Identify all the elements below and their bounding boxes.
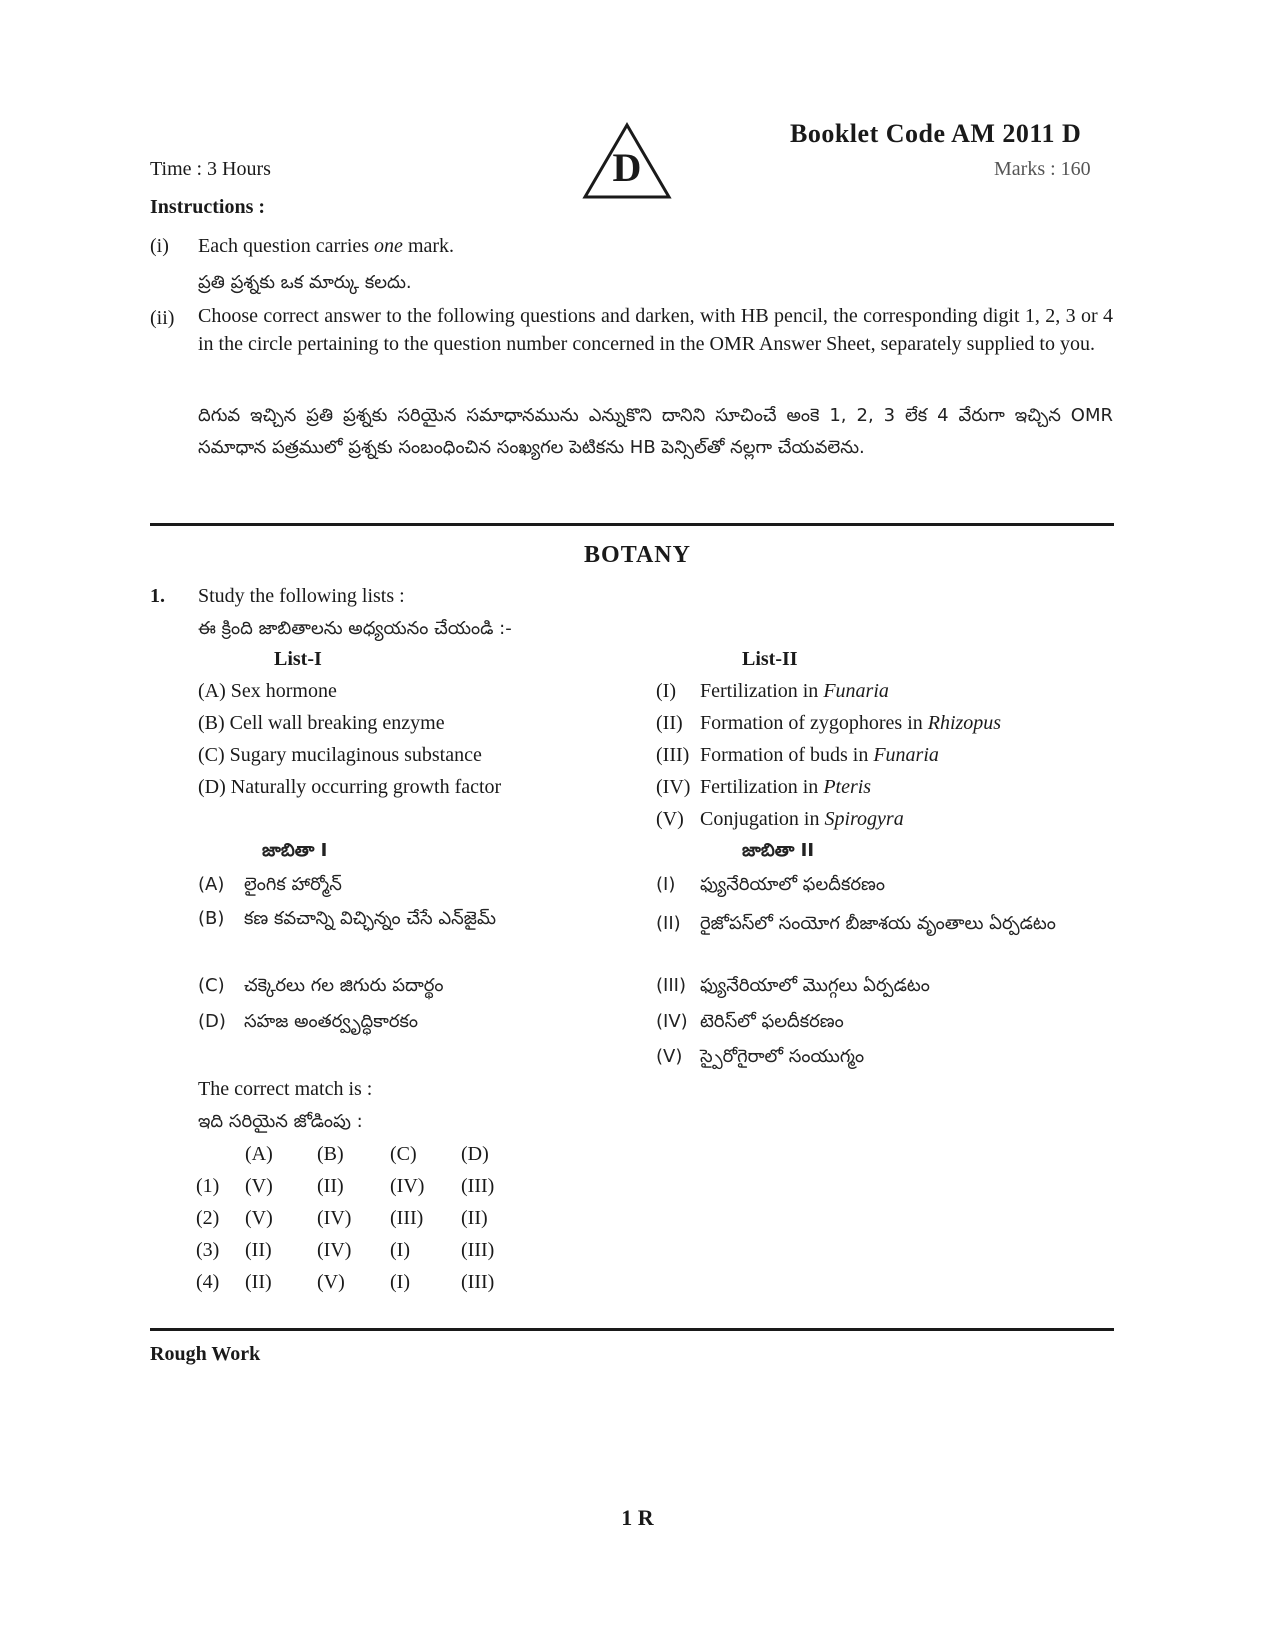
booklet-logo	[582, 122, 672, 200]
list2-text: Fertilization in	[700, 776, 824, 798]
list2-te-item	[656, 1011, 844, 1036]
instruction-1-telugu: ప్రతి ప్రశ్నకు ఒక మార్కు కలదు.	[198, 272, 412, 293]
instruction-1-text-a: Each question carries	[198, 235, 375, 257]
instruction-2-number: (ii)	[150, 307, 175, 329]
list2-te-text: ఫ్యునేరియాలో ఫలదీకరణం	[700, 874, 886, 895]
list2-emph: Pteris	[823, 776, 872, 798]
list1-title: List-I	[274, 648, 322, 670]
list2-text: Formation of zygophores in	[700, 712, 928, 734]
option-cell: (V)	[317, 1271, 345, 1293]
list2-te-text: రైజోపస్‌లో సంయోగ బీజాశయ వృంతాలు ఏర్పడటం	[700, 913, 1056, 934]
option-cell: (I)	[390, 1271, 410, 1293]
match-header-c: (C)	[390, 1143, 417, 1165]
match-header-b: (B)	[317, 1143, 344, 1165]
match-header-d: (D)	[461, 1143, 489, 1165]
list2-te-item	[656, 1046, 864, 1071]
list1-label: (C)	[198, 744, 225, 766]
list2-label: (V)	[656, 808, 684, 830]
list2-te-text: టెరిస్‌లో ఫలదీకరణం	[700, 1011, 844, 1032]
list1-te-item	[198, 975, 444, 1000]
list2-te-item	[656, 874, 885, 899]
list2-text: Fertilization in	[700, 680, 824, 702]
list1-text: Sugary mucilaginous substance	[229, 744, 482, 766]
list1-item	[198, 712, 445, 735]
option-number[interactable]: (1)	[196, 1175, 220, 1197]
logo-letter: D	[612, 145, 642, 190]
list2-text: Formation of buds in	[700, 744, 874, 766]
option-cell: (III)	[390, 1207, 424, 1229]
instruction-2-telugu: దిగువ ఇచ్చిన ప్రతి ప్రశ్నకు సరియైన సమాధానమును ఎన్నుకొని దానిని సూచించే అంకె 1, 2, 3 లేక 4 వేరుగా ఇచ్చిన OMR సమాధాన పత్రములో ప్రశ్నకు సంబంధించిన సంఖ్యగల పెటికను HB పెన్సిల్‌తో నల్లగా చేయవలెను.	[198, 405, 1113, 458]
option-number[interactable]: (2)	[196, 1207, 220, 1229]
list2-emph: Funaria	[873, 744, 939, 766]
time-label: Time : 3 Hours	[150, 158, 271, 180]
question-prompt: Study the following lists :	[198, 585, 405, 607]
list1-te-label: (B)	[198, 908, 225, 929]
list2-title: List-II	[742, 648, 798, 670]
list2-text: Conjugation in	[700, 808, 825, 830]
list1-item	[198, 680, 337, 703]
list2-item	[656, 712, 1001, 735]
option-cell: (III)	[461, 1271, 495, 1293]
list1-text: Sex hormone	[230, 680, 337, 702]
list2-te-label: (III)	[656, 975, 686, 996]
list2-item	[656, 776, 871, 799]
instruction-2-text: Choose correct answer to the following questions and darken, with HB pencil, the corresponding digit 1, 2, 3 or 4 in the circle pertaining to the question number concerned in the OMR Answer Sheet, separately supplied to you.	[198, 305, 1113, 355]
option-cell: (V)	[245, 1207, 273, 1229]
page-number: 1 R	[621, 1505, 654, 1530]
match-header-a: (A)	[245, 1143, 273, 1165]
section-title: BOTANY	[584, 542, 691, 568]
option-cell: (I)	[390, 1239, 410, 1261]
list2-emph: Funaria	[823, 680, 889, 702]
list2-label: (IV)	[656, 776, 691, 798]
option-cell: (III)	[461, 1175, 495, 1197]
option-cell: (II)	[245, 1271, 272, 1293]
list2-te-label: (I)	[656, 874, 676, 895]
rough-work-label: Rough Work	[150, 1343, 261, 1365]
list2-item	[656, 680, 889, 703]
option-number[interactable]: (4)	[196, 1271, 220, 1293]
list1-item	[198, 744, 482, 767]
list1-te-text: లైంగిక హార్మోన్	[244, 874, 342, 895]
option-cell: (V)	[245, 1175, 273, 1197]
booklet-code: Booklet Code AM 2011 D	[790, 119, 1082, 148]
option-cell: (II)	[461, 1207, 488, 1229]
list1-te-text: సహజ అంతర్వృద్ధికారకం	[244, 1011, 419, 1032]
list1-te-item	[198, 908, 496, 933]
list2-emph: Rhizopus	[927, 712, 1002, 734]
option-cell: (IV)	[390, 1175, 425, 1197]
question-number: 1.	[150, 585, 165, 607]
list2-te-label: (V)	[656, 1046, 683, 1067]
instructions-heading: Instructions :	[150, 196, 266, 218]
list1-item	[198, 776, 501, 799]
list2-te-item	[656, 975, 930, 1000]
list1-te-item	[198, 1011, 418, 1036]
option-cell: (III)	[461, 1239, 495, 1261]
divider-bottom	[150, 1328, 1114, 1331]
list2-te-text: స్పైరోగైరాలో సంయుగ్మం	[700, 1046, 865, 1067]
option-cell: (II)	[317, 1175, 344, 1197]
list2-te-label: (II)	[656, 913, 681, 934]
list2-item	[656, 744, 939, 767]
list1-te-title: జాబితా I	[262, 840, 328, 861]
list2-te-title: జాబితా II	[742, 840, 815, 861]
match-prompt-telugu: ఇది సరియైన జోడింపు :	[198, 1111, 363, 1132]
list1-label: (D)	[198, 776, 226, 798]
list2-emph: Spirogyra	[824, 808, 904, 830]
list2-label: (I)	[656, 680, 676, 702]
list1-te-item	[198, 874, 342, 899]
list1-label: (A)	[198, 680, 226, 702]
list1-te-label: (D)	[198, 1011, 226, 1032]
list1-te-text: చక్కెరలు గల జిగురు పదార్థం	[244, 975, 444, 996]
instruction-1-number: (i)	[150, 235, 169, 257]
instruction-1-text-b: mark.	[402, 235, 455, 257]
list2-te-text: ఫ్యునేరియాలో మొగ్గలు ఏర్పడటం	[700, 975, 930, 996]
option-cell: (II)	[245, 1239, 272, 1261]
list2-item	[656, 808, 904, 831]
question-prompt-telugu: ఈ క్రింది జాబితాలను అధ్యయనం చేయండి :-	[198, 618, 512, 639]
list1-text: Cell wall breaking enzyme	[229, 712, 445, 734]
marks-label: Marks : 160	[994, 158, 1091, 180]
instruction-1-emph: one	[374, 235, 403, 257]
divider-top	[150, 523, 1114, 526]
list2-te-label: (IV)	[656, 1011, 688, 1032]
option-number[interactable]: (3)	[196, 1239, 220, 1261]
instruction-1-text	[198, 235, 454, 258]
match-prompt: The correct match is :	[198, 1078, 373, 1100]
list2-label: (II)	[656, 712, 683, 734]
list1-te-label: (C)	[198, 975, 225, 996]
list1-te-label: (A)	[198, 874, 225, 895]
list1-label: (B)	[198, 712, 225, 734]
list1-text: Naturally occurring growth factor	[230, 776, 502, 798]
list1-te-text: కణ కవచాన్ని విచ్ఛిన్నం చేసే ఎన్‌జైమ్	[244, 908, 497, 929]
option-cell: (IV)	[317, 1239, 352, 1261]
option-cell: (IV)	[317, 1207, 352, 1229]
list2-te-item	[656, 908, 1106, 940]
list2-label: (III)	[656, 744, 690, 766]
